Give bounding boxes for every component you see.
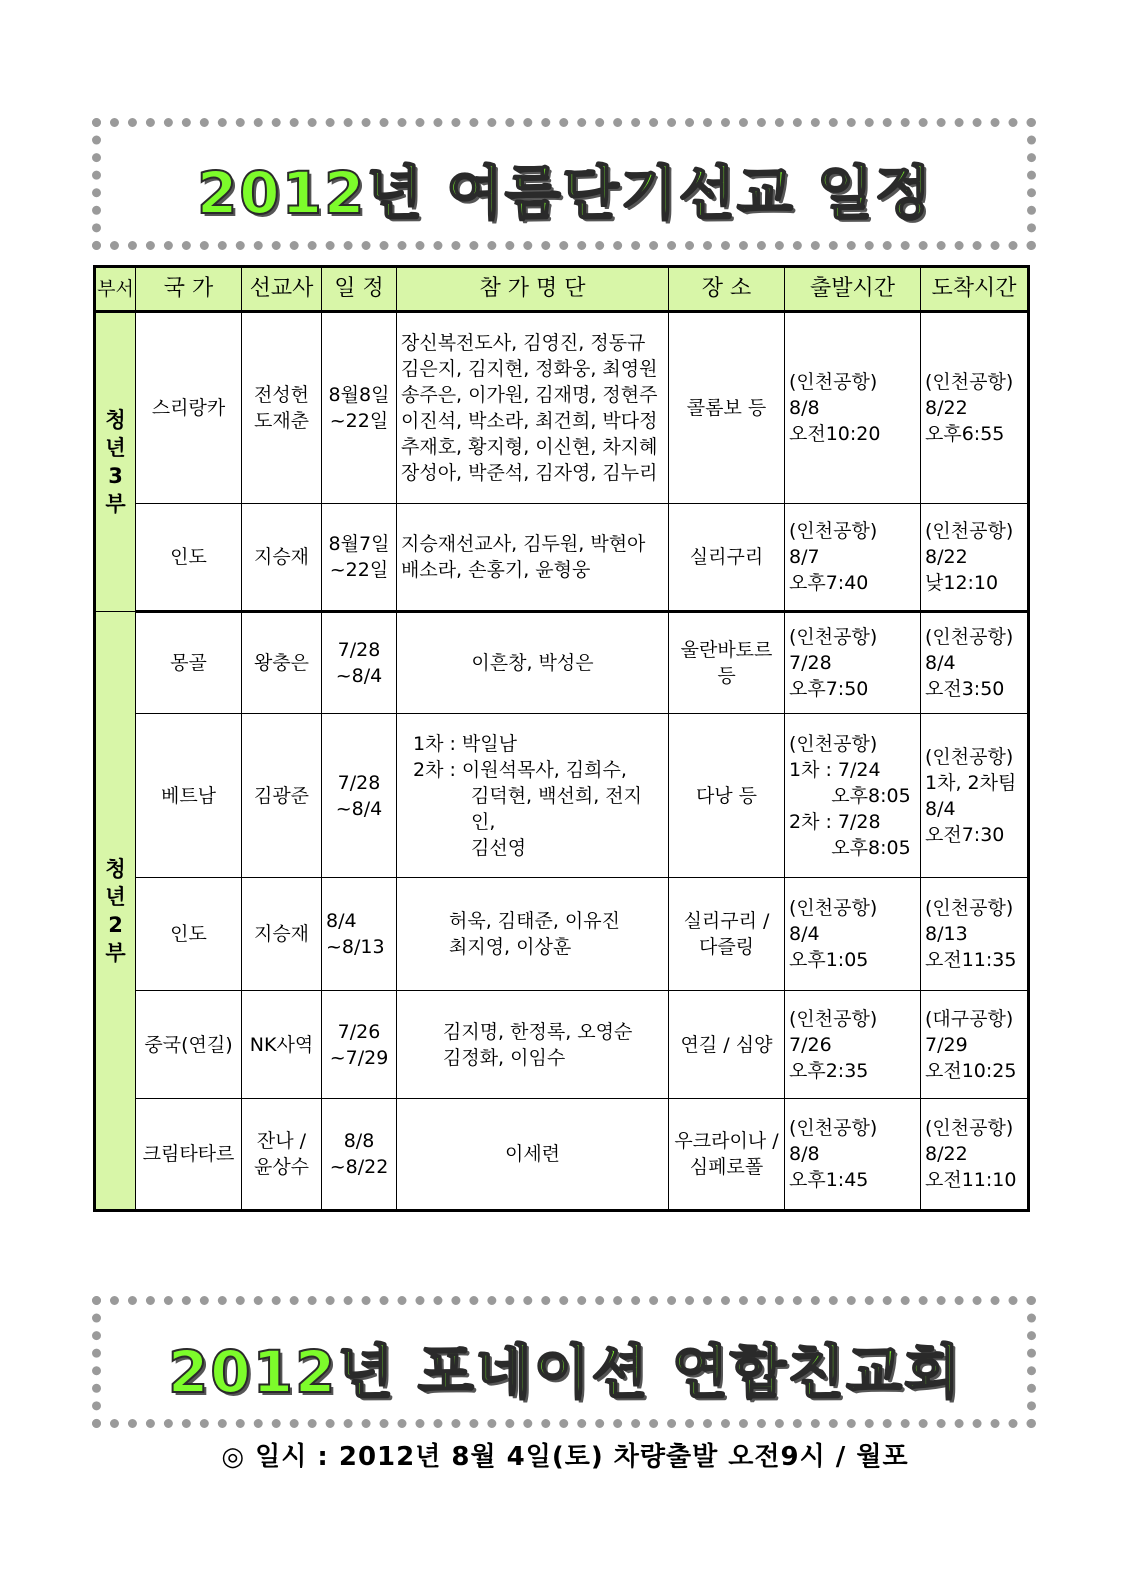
dates-cell: 7/26 ~7/29	[322, 991, 397, 1099]
place-cell: 콜롬보 등	[669, 312, 785, 504]
table-row	[95, 714, 1029, 878]
place-cell: 실리구리 / 다즐링	[669, 878, 785, 991]
participants-cell: 김지명, 한정록, 오영순 김정화, 이임수	[397, 991, 669, 1099]
missionary-cell: NK사역	[242, 991, 322, 1099]
dept-cell	[95, 612, 136, 1211]
departure-cell: (인천공항) 8/7 오후7:40	[785, 504, 921, 612]
participants-line: 김선영	[471, 836, 527, 859]
country-cell: 중국(연길)	[136, 991, 242, 1099]
participants-cell: 허욱, 김태준, 이유진 최지영, 이상훈	[397, 878, 669, 991]
missionary-cell: 전성헌 도재춘	[242, 312, 322, 504]
schedule-table	[93, 265, 1030, 1212]
country-cell: 크림타타르	[136, 1099, 242, 1211]
participants-line: 김덕현, 백선희, 전지인,	[471, 784, 642, 833]
missionary-cell: 지승재	[242, 504, 322, 612]
country-cell: 베트남	[136, 714, 242, 878]
country-cell: 몽골	[136, 612, 242, 714]
dates-cell: 8/8 ~8/22	[322, 1099, 397, 1211]
place-cell: 연길 / 심양	[669, 991, 785, 1099]
dept-cell	[95, 312, 136, 612]
participants-cell: 지승재선교사, 김두원, 박현아 배소라, 손홍기, 윤형웅	[397, 504, 669, 612]
dates-cell: 8월8일 ~22일	[322, 312, 397, 504]
place-cell: 울란바토르 등	[669, 612, 785, 714]
arrival-cell: (인천공항) 8/22 오전11:10	[921, 1099, 1029, 1211]
participants-cell	[397, 714, 669, 878]
column-header-departure: 출발시간	[785, 267, 921, 312]
participants-cell: 장신복전도사, 김영진, 정동규 김은지, 김지현, 정화웅, 최영원 송주은, 이가원, 김재명, 정현주 이진석, 박소라, 최건희, 박다정 추재호, 황지형, 이신현, 차지혜 장성아, 박준석, 김자영, 김누리	[397, 312, 669, 504]
arrival-cell: (대구공항) 7/29 오전10:25	[921, 991, 1029, 1099]
dates-cell: 8/4 ~8/13	[322, 878, 397, 991]
departure-cell: (인천공항) 1차 : 7/24 오후8:05 2차 : 7/28 오후8:05	[785, 714, 921, 878]
table-row	[95, 878, 1029, 991]
footer-title: 2012년 포네이션 연합친교회	[167, 1338, 963, 1406]
missionary-cell: 왕충은	[242, 612, 322, 714]
country-cell: 인도	[136, 504, 242, 612]
column-header-dept: 부서	[95, 267, 136, 312]
departure-cell: (인천공항) 8/4 오후1:05	[785, 878, 921, 991]
dates-cell: 7/28 ~8/4	[322, 612, 397, 714]
arrival-cell: (인천공항) 8/13 오전11:35	[921, 878, 1029, 991]
place-cell: 우크라이나 / 심페로폴	[669, 1099, 785, 1211]
missionary-cell: 잔나 / 윤상수	[242, 1099, 322, 1211]
participants-cell: 이흔창, 박성은	[397, 612, 669, 714]
place-cell: 다낭 등	[669, 714, 785, 878]
place-cell: 실리구리	[669, 504, 785, 612]
table-row	[95, 991, 1029, 1099]
table-row	[95, 1099, 1029, 1211]
dates-cell: 7/28 ~8/4	[322, 714, 397, 878]
column-header-missionary: 선교사	[242, 267, 322, 312]
event-info: ◎ 일시 : 2012년 8월 4일(토) 차량출발 오전9시 / 월포	[221, 1442, 909, 1472]
dept-label: 청년3부	[105, 408, 126, 516]
departure-cell: (인천공항) 8/8 오전10:20	[785, 312, 921, 504]
departure-cell: (인천공항) 7/26 오후2:35	[785, 991, 921, 1099]
participants-line: 2차 : 이원석목사, 김희수,	[413, 758, 627, 781]
dates-cell: 8월7일 ~22일	[322, 504, 397, 612]
arrival-cell: (인천공항) 1차, 2차팀 8/4 오전7:30	[921, 714, 1029, 878]
arrival-cell: (인천공항) 8/22 낮12:10	[921, 504, 1029, 612]
missionary-cell: 지승재	[242, 878, 322, 991]
table-row	[95, 312, 1029, 504]
missionary-cell: 김광준	[242, 714, 322, 878]
arrival-cell: (인천공항) 8/4 오전3:50	[921, 612, 1029, 714]
country-cell: 인도	[136, 878, 242, 991]
arrival-cell: (인천공항) 8/22 오후6:55	[921, 312, 1029, 504]
page-title: 2012년 여름단기선교 일정	[196, 159, 934, 227]
column-header-country: 국 가	[136, 267, 242, 312]
column-header-dates: 일 정	[322, 267, 397, 312]
table-header-row	[95, 267, 1029, 312]
departure-cell: (인천공항) 7/28 오후7:50	[785, 612, 921, 714]
column-header-place: 장 소	[669, 267, 785, 312]
dept-label: 청년2부	[105, 856, 126, 965]
participants-cell: 이세련	[397, 1099, 669, 1211]
country-cell: 스리랑카	[136, 312, 242, 504]
departure-cell: (인천공항) 8/8 오후1:45	[785, 1099, 921, 1211]
participants-line: 1차 : 박일남	[413, 732, 517, 755]
column-header-participants: 참 가 명 단	[397, 267, 669, 312]
table-row	[95, 504, 1029, 612]
table-row	[95, 612, 1029, 714]
column-header-arrival: 도착시간	[921, 267, 1029, 312]
